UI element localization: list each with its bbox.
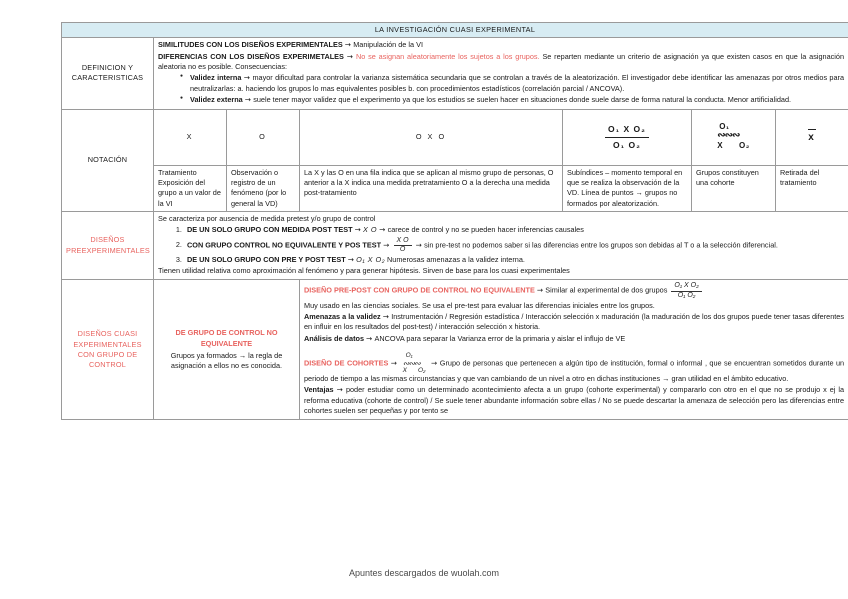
page-title: LA INVESTIGACIÓN CUASI EXPERIMENTAL — [62, 23, 848, 38]
cohort-bottom-right: O₂ — [417, 366, 426, 374]
page-footer: Apuntes descargados de wuolah.com — [348, 568, 500, 578]
list-item — [180, 95, 844, 105]
amenazas-head: Amenazas a la validez — [304, 311, 381, 321]
cohortes-head: DISEÑO DE COHORTES — [304, 358, 389, 368]
fraction-notation — [605, 123, 649, 150]
notation-desc-text: Subíndices – momento temporal en que se realiza la observación de la VD. Línea de puntos → grupos no formados por aleatorización. — [567, 167, 683, 208]
item-text: sin pre-test no podemos saber si las diferencias entre los grupos son debidas al T o a la selección diferencial. — [424, 240, 778, 250]
notation-desc-text: Observación o registro de un fenómeno (por lo general la VD) — [231, 167, 287, 208]
list-item — [180, 73, 844, 94]
prepost-head-line — [304, 282, 844, 299]
item-head: DE UN SOLO GRUPO CON MEDIDA POST TEST — [187, 225, 353, 235]
row-definicion — [62, 38, 848, 109]
arrow-icon: → — [366, 333, 375, 343]
analisis-text: ANCOVA para separar la Varianza error de la primaria y aislar el influjo de VE — [374, 333, 626, 343]
item-text: carece de control y no se pueden hacer inferencias causales — [387, 225, 584, 235]
cohort-top: O₁ — [719, 121, 730, 131]
arrow-icon: → — [344, 40, 354, 50]
notation-desc-o — [227, 165, 300, 211]
bullet-head: Validez interna — [190, 73, 242, 83]
cell-cuasi-body — [300, 280, 848, 420]
prepost-p1: Muy usado en las ciencias sociales. Se usa el pre-test para evaluar las diferencias iniciales entre los grupos. — [304, 300, 655, 310]
similitudes-head: SIMILITUDES CON LOS DISEÑOS EXPERIMENTALES — [158, 40, 343, 50]
arrow-icon: → — [346, 51, 356, 61]
item-text: Numerosas amenazas a la validez interna. — [387, 254, 525, 264]
wavy-line-icon: ∾∾∾ — [717, 130, 740, 142]
notation-glyph: O X O — [415, 131, 447, 141]
prepost-fraction-notation — [671, 282, 701, 299]
notation-desc-xbar — [776, 165, 848, 211]
line-similitudes — [158, 40, 844, 50]
arrow-icon: → — [383, 240, 392, 250]
notation-desc-text: La X y las O en una fila indica que se aplican al mismo grupo de personas, O anterior a la X indica una medida pretratamiento O a la derecha una medida post-tratamiento — [304, 167, 554, 198]
bullet-text: suele tener mayor validez que el experimento ya que los estudios se suelen hacer en situaciones donde suele darse de forma natural la conducta. Menor artificialidad. — [253, 95, 792, 105]
preexp-intro: Se caracteriza por ausencia de medida pretest y/o grupo de control — [158, 213, 376, 223]
list-item — [184, 237, 844, 254]
cohort-bottom-left: X — [717, 140, 724, 150]
diferencias-rest: Se reparten mediante un criterio de asignación ya que existen casos en que la asignación aleatoria no es posible. Consecuencias: — [158, 51, 845, 72]
prepost-amenazas — [304, 312, 844, 333]
bullet-text: mayor dificultad para controlar la varianza sistemática secundaria que se controlan a través de la aleatorización. El investigador debe identificar las amenazas por otros medios para neutralizarlas: a. haciendo los grupos lo mas equivalentes posibles b. con procedimientos estadísticos (correlación parcial / ANCOVA). — [190, 73, 845, 93]
subcolumn-head: DE GRUPO DE CONTROL NO EQUIVALENTE — [175, 328, 278, 348]
subcolumn-text: Grupos ya formados → la regla de asignación a ellos no es conocida. — [170, 350, 283, 371]
ventajas-text: poder estudiar como un determinado acontecimiento afecta a un grupo (cohorte experimental) y compararlo con otro en el que no se produjo x ej la reforma educativa (cohorte de control) / Se suele tener abundante información sobre ellas / No se puede descartar la amenaza de selección pero las diferencias entre cohortes suelen ser pequeñas y por tento se — [304, 385, 845, 416]
notation-symbol-o — [227, 109, 300, 165]
item-head: DE UN SOLO GRUPO CON PRE Y POST TEST — [187, 254, 346, 264]
rowlabel-cuasi: DISEÑOS CUASI EXPERIMENTALES CON GRUPO DE CONTROL — [62, 280, 154, 420]
prepost-lead: Similar al experimental de dos grupos — [545, 285, 668, 295]
rowlabel-definicion: DEFINICION Y CARACTERISTICAS — [62, 38, 154, 109]
amenazas-text: Instrumentación / Regresión estadística / Interacción selección x maduración (la maduración de los dos grupos puede tener tasas diferentes en influir en los resultados del post-test) / interacción selección x historia. — [304, 311, 845, 332]
fraction-denominator: O — [399, 245, 406, 253]
notation-desc-oxo — [300, 165, 563, 211]
preexp-closing: Tienen utilidad relativa como aproximación al fenómeno y para generar hipótesis. Sirven de base para los cuasi experimentales — [158, 266, 570, 276]
arrow-icon: → — [347, 254, 357, 264]
arrow-icon: → — [243, 73, 253, 83]
item-fraction-notation — [394, 237, 412, 254]
arrow-icon: → — [430, 358, 440, 368]
item-notation: X O — [363, 225, 378, 235]
cohortes-text: Grupo de personas que pertenecen a algún tipo de institución, formal o informal , que se encuentran sometidos durante un periodo de tiempo a las mismas circunstancias y que van cambiando de un nivel a otro en dichas instituciones → gran utilidad en el ámbito educativo. — [304, 358, 845, 384]
cohort-notation — [717, 123, 750, 150]
rowlabel-preexperimentales: DISEÑOS PREEXPERIMENTALES — [62, 211, 154, 280]
definicion-bullet-list — [172, 73, 844, 105]
cohort-bottom-left: X — [402, 366, 407, 374]
diferencias-head: DIFERENCIAS CON LOS DISEÑOS EXPERIMETALES — [158, 51, 344, 61]
fraction-numerator: O₁ X O₂ — [605, 123, 649, 137]
row-notacion-descriptions — [62, 165, 848, 211]
xbar-notation: x — [808, 129, 816, 145]
fraction-denominator: O₁ O₂ — [677, 291, 696, 299]
notation-glyph: X — [186, 131, 194, 141]
cohort-notation — [403, 353, 426, 374]
ventajas-head: Ventajas — [304, 385, 334, 395]
notation-desc-text: Grupos constituyen una cohorte — [696, 167, 759, 187]
item-notation: O₁ X O₂ — [356, 254, 385, 264]
notation-desc-fraction — [563, 165, 692, 211]
arrow-icon: → — [382, 311, 392, 321]
preexp-list — [172, 225, 844, 265]
bullet-head: Validez externa — [190, 95, 243, 105]
arrow-icon: → — [354, 225, 364, 235]
rowlabel-notacion: NOTACIÓN — [62, 109, 154, 211]
line-diferencias — [158, 52, 844, 73]
similitudes-text: Manipulación de la VI — [353, 40, 423, 50]
notation-desc-cohort — [692, 165, 776, 211]
notation-symbol-cohort — [692, 109, 776, 165]
prepost-analisis — [304, 334, 844, 344]
row-notacion-symbols — [62, 109, 848, 165]
notation-desc-text: Tratamiento Exposición del grupo a un valor de la VI — [158, 167, 221, 208]
row-cuasi — [62, 280, 848, 420]
cell-cuasi-subcolumn — [154, 280, 300, 420]
fraction-numerator: X O — [394, 237, 412, 246]
notation-symbol-fraction — [563, 109, 692, 165]
cohortes-line — [304, 353, 844, 384]
notation-glyph: O — [259, 131, 267, 141]
notes-table — [61, 22, 848, 420]
fraction-numerator: O₁ X O₂ — [671, 282, 701, 291]
cohortes-ventajas — [304, 385, 844, 416]
notation-desc-x — [154, 165, 227, 211]
cell-preexperimentales-body — [154, 211, 848, 280]
arrow-icon: → — [379, 225, 388, 235]
arrow-icon: → — [390, 358, 400, 368]
cell-definicion-body — [154, 38, 848, 109]
title-row — [62, 23, 848, 38]
cohort-bottom — [717, 142, 750, 150]
notation-symbol-x — [154, 109, 227, 165]
notation-symbol-oxo — [300, 109, 563, 165]
arrow-icon: → — [244, 95, 254, 105]
wavy-line-icon: ∾∾∾ — [402, 358, 420, 368]
analisis-head: Análisis de datos — [304, 333, 365, 343]
list-item — [184, 255, 844, 265]
arrow-icon: → — [536, 285, 546, 295]
cohort-bottom-right: O₂ — [739, 140, 750, 150]
notation-desc-text: Retirada del tratamiento — [780, 167, 820, 187]
item-head: CON GRUPO CONTROL NO EQUIVALENTE Y POS TEST — [187, 240, 382, 250]
arrow-icon: → — [336, 385, 346, 395]
notation-symbol-xbar — [776, 109, 848, 165]
prepost-head: DISEÑO PRE-POST CON GRUPO DE CONTROL NO EQUIVALENTE — [304, 285, 535, 295]
cohort-top: O₁ — [405, 352, 413, 360]
list-item — [184, 225, 844, 235]
row-preexperimentales — [62, 211, 848, 280]
fraction-denominator: O₁ O₂ — [613, 139, 641, 150]
diferencias-red: No se asignan aleatoriamente los sujetos a los grupos. — [355, 51, 540, 61]
arrow-icon: → — [415, 240, 425, 250]
